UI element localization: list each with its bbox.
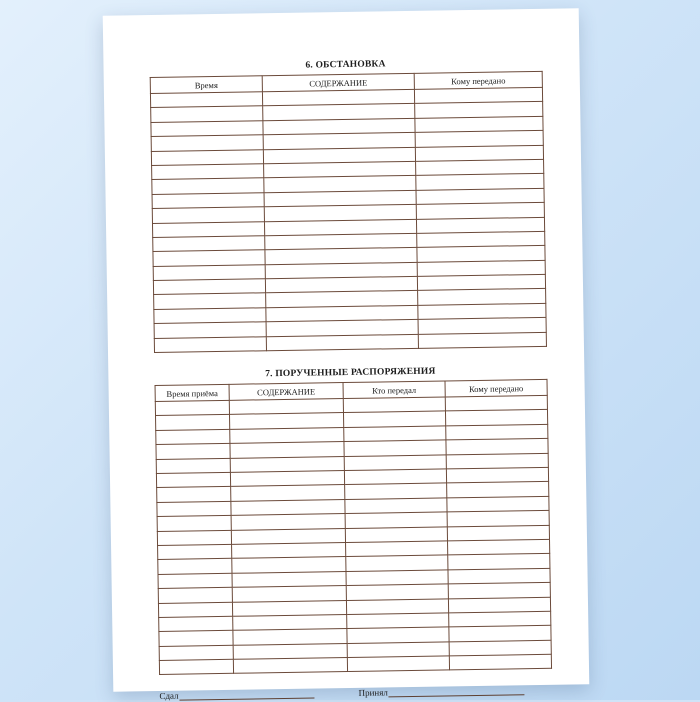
cell-vremya[interactable]	[154, 336, 266, 352]
column-header-vremya: Время	[150, 76, 262, 94]
cell-vremya-priema[interactable]	[158, 602, 232, 618]
signature-prinyal-label: Принял	[358, 687, 388, 699]
cell-komu-peredano[interactable]	[447, 525, 549, 541]
cell-vremya-priema[interactable]	[156, 458, 230, 474]
cell-vremya-priema[interactable]	[159, 645, 233, 661]
cell-vremya-priema[interactable]	[159, 616, 233, 632]
cell-vremya-priema[interactable]	[156, 415, 230, 431]
cell-kto-peredal[interactable]	[345, 512, 447, 528]
cell-komu-peredano[interactable]	[449, 611, 551, 627]
cell-vremya-priema[interactable]	[157, 487, 231, 503]
signature-prinyal	[358, 686, 524, 699]
cell-kto-peredal[interactable]	[345, 483, 447, 499]
cell-kto-peredal[interactable]	[346, 584, 448, 600]
cell-vremya-priema[interactable]	[158, 559, 232, 575]
cell-kto-peredal[interactable]	[343, 411, 445, 427]
cell-kto-peredal[interactable]	[347, 656, 449, 672]
cell-komu-peredano[interactable]	[449, 626, 551, 642]
cell-kto-peredal[interactable]	[344, 440, 446, 456]
section-7-table-body	[155, 395, 551, 675]
cell-kto-peredal[interactable]	[343, 397, 445, 413]
cell-kto-peredal[interactable]	[347, 613, 449, 629]
cell-komu-peredano[interactable]	[448, 554, 550, 570]
cell-komu-peredano[interactable]	[448, 582, 550, 598]
section-6-table-body	[150, 87, 546, 352]
column-header-komu-peredano: Кому передано	[414, 71, 542, 89]
cell-vremya-priema[interactable]	[157, 530, 231, 546]
signature-row	[159, 685, 551, 701]
cell-vremya-priema[interactable]	[159, 631, 233, 647]
cell-komu-peredano[interactable]	[447, 482, 549, 498]
cell-komu-peredano[interactable]	[446, 453, 548, 469]
column-header-soderzhanie: СОДЕРЖАНИЕ	[262, 73, 414, 91]
cell-kto-peredal[interactable]	[347, 627, 449, 643]
cell-vremya-priema[interactable]	[157, 501, 231, 517]
cell-komu-peredano[interactable]	[445, 410, 547, 426]
cell-kto-peredal[interactable]	[346, 570, 448, 586]
cell-kto-peredal[interactable]	[344, 426, 446, 442]
cell-kto-peredal[interactable]	[345, 526, 447, 542]
cell-komu-peredano[interactable]	[448, 539, 550, 555]
section-6-title: 6. ОБСТАНОВКА	[305, 59, 386, 71]
column-header-kto-peredal: Кто передал	[343, 381, 445, 399]
cell-komu-peredano[interactable]	[448, 568, 550, 584]
section-7-table	[155, 379, 553, 676]
cell-vremya-priema[interactable]	[156, 472, 230, 488]
cell-vremya-priema[interactable]	[158, 573, 232, 589]
cell-soderzhanie[interactable]	[233, 658, 347, 674]
cell-kto-peredal[interactable]	[346, 598, 448, 614]
cell-kto-peredal[interactable]	[345, 498, 447, 514]
column-header-komu-peredano: Кому передано	[445, 379, 547, 397]
cell-vremya-priema[interactable]	[158, 587, 232, 603]
cell-vremya-priema[interactable]	[159, 659, 233, 675]
cell-kto-peredal[interactable]	[344, 455, 446, 471]
cell-komu-peredano[interactable]	[446, 439, 548, 455]
signature-prinyal-line[interactable]	[389, 686, 525, 698]
cell-kto-peredal[interactable]	[344, 469, 446, 485]
cell-komu-peredano[interactable]	[448, 597, 550, 613]
cell-kto-peredal[interactable]	[346, 541, 448, 557]
cell-vremya-priema[interactable]	[158, 544, 232, 560]
paper-sheet	[103, 8, 590, 702]
cell-komu-peredano[interactable]	[418, 332, 546, 348]
section-6-table	[150, 71, 547, 353]
cell-vremya-priema[interactable]	[157, 515, 231, 531]
cell-komu-peredano[interactable]	[447, 510, 549, 526]
column-header-vremya-priema: Время приёма	[155, 384, 229, 401]
cell-komu-peredano[interactable]	[446, 424, 548, 440]
cell-vremya-priema[interactable]	[156, 429, 230, 445]
document-body	[149, 57, 550, 702]
section-7-title: 7. ПОРУЧЕННЫЕ РАСПОРЯЖЕНИЯ	[265, 366, 436, 380]
cell-vremya-priema[interactable]	[155, 400, 229, 416]
cell-komu-peredano[interactable]	[449, 654, 551, 670]
cell-komu-peredano[interactable]	[445, 395, 547, 411]
cell-vremya-priema[interactable]	[156, 444, 230, 460]
signature-sdal-label: Сдал	[159, 691, 179, 702]
column-header-soderzhanie: СОДЕРЖАНИЕ	[229, 383, 343, 401]
cell-kto-peredal[interactable]	[346, 555, 448, 571]
cell-komu-peredano[interactable]	[446, 467, 548, 483]
signature-sdal-line[interactable]	[179, 689, 314, 701]
cell-kto-peredal[interactable]	[347, 642, 449, 658]
cell-komu-peredano[interactable]	[447, 496, 549, 512]
cell-komu-peredano[interactable]	[449, 640, 551, 656]
